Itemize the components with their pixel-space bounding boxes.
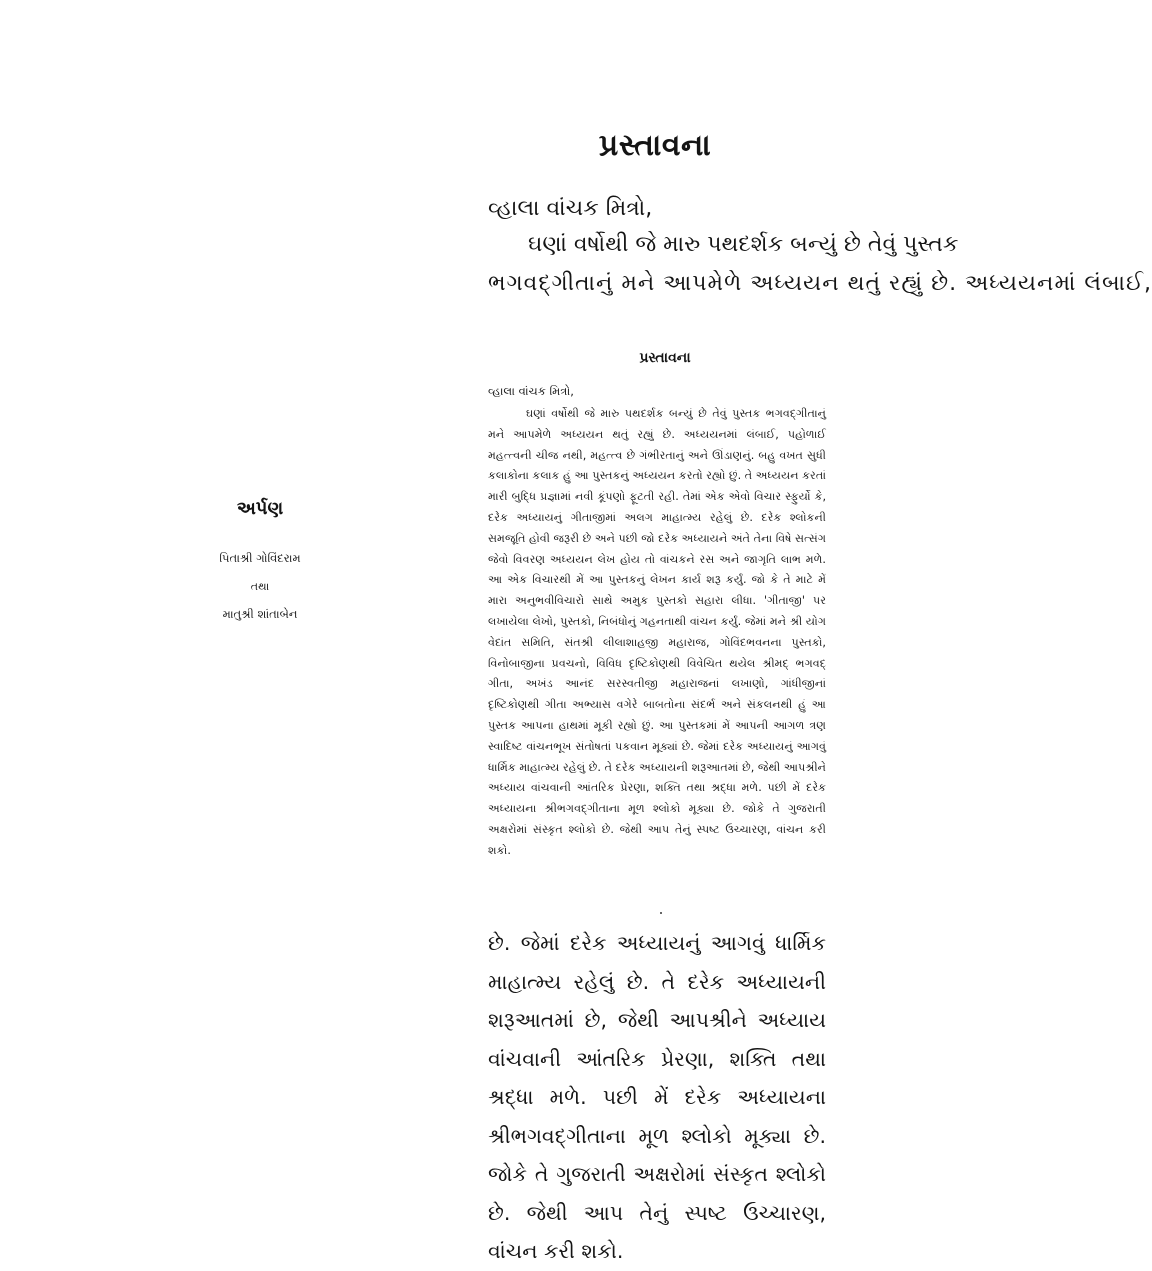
preface-title: પ્રસ્તાવના — [639, 350, 691, 366]
preface-body-text: ઘણાં વર્ષોથી જે મારુ પથદર્શક બન્યું છે તેવું પુસ્તક ભગવદ્ગીતાનું મને આપમેળે અધ્યયન થતું રહ્યું છે. અધ્યયનમાં લંબાઈ, પહોળાઈ મહત્ત્વની ચીજ નથી, મહત્ત્વ છે ગંભીરતાનું અને ઊંડાણનું. બહુ વખત સુધી કલાકોના કલાક હું આ પુસ્તકનું અધ્યયન કરતો રહ્યો છું. તે અધ્યયન કરતાં મારી બુદ્ધિ પ્રજ્ઞામાં નવી કૂંપણો ફૂટતી રહી. તેમાં એક એવો વિચાર સ્ફુર્યો કે, દરેક અધ્યાયનું ગીતાજીમાં અલગ માહાત્મ્ય રહેલું છે. દરેક શ્લોકની સમજૂતિ હોવી જરૂરી છે અને પછી જો દરેક અધ્યાયને અંતે તેના વિષે સત્સંગ જેવો વિવરણ અધ્યયન લેખ હોય તો વાંચકને રસ અને જાગૃતિ લાભ મળે. આ એક વિચારથી મેં આ પુસ્તકનું લેખન કાર્ય શરૂ કર્યું. જો કે તે માટે મેં મારા અનુભવીવિચારો સાથે અમુક પુસ્તકો સહારા લીધા. 'ગીતાજી' પર લખાયેલા લેખો, પુસ્તકો, નિબંધોનું ગહનતાથી વાંચન કર્યું. જેમાં મને શ્રી યોગ વેદાંત સમિતિ, સંતશ્રી લીલાશાહજી મહારાજ, ગોવિંદભવનના પુસ્તકો, વિનોબાજીના પ્રવચનો, વિવિધ દૃષ્ટિકોણથી વિવેચિત થયેલ શ્રીમદ્ ભગવદ્ ગીતા, અખંડ આનંદ સરસ્વતીજી મહારાજનાં લખાણો, ગાંધીજીનાં દૃષ્ટિકોણથી ગીતા અભ્યાસ વગેરે બાબતોના સંદર્ભ અને સંકલનથી હું આ પુસ્તક આપના હાથમાં મૂકી રહ્યો છું. આ પુસ્તકમાં મેં આપની આગળ ત્રણ સ્વાદિષ્ટ વાંચનભૂખ સંતોષતાં પકવાન મૂક્યાં છે. જેમાં દરેક અધ્યાયનું આગવું ધાર્મિક માહાત્મ્ય રહેલું છે. તે દરેક અધ્યાયની શરૂઆતમાં છે, જેથી આપશ્રીને અધ્યાય વાંચવાની આંતરિક પ્રેરણા, શક્તિ તથા શ્રદ્ધા મળે. પછી મેં દરેક અધ્યાયના શ્રીભગવદ્ગીતાના મૂળ શ્લોકો મૂક્યા છે. જોકે તે ગુજરાતી અક્ષરોમાં સંસ્કૃત શ્લોકો છે. જેથી આપ તેનું સ્પષ્ટ ઉચ્ચારણ, વાંચન કરી શકો. — [488, 407, 826, 857]
bottom-snippet-body: છે. જેમાં દરેક અધ્યાયનું આગવું ધાર્મિક માહાત્મ્ય રહેલું છે. તે દરેક અધ્યાયની શરૂઆતમાં છે, જેથી આપશ્રીને અધ્યાય વાંચવાની આંતરિક પ્રેરણા, શક્તિ તથા શ્રદ્ધા મળે. પછી મેં દરેક અધ્યાયના શ્રીભગવદ્ગીતાના મૂળ શ્લોકો મૂક્યા છે. જોકે તે ગુજરાતી અક્ષરોમાં સંસ્કૃત શ્લોકો છે. જેથી આપ તેનું સ્પષ્ટ ઉચ્ચારણ, વાંચન કરી શકો. — [488, 931, 826, 1263]
dedication-title: અર્પણ — [236, 498, 284, 519]
scan-speck — [660, 912, 662, 914]
top-snippet-title: પ્રસ્તાવના — [598, 128, 712, 163]
top-snippet-cut-line-clip — [488, 262, 1152, 296]
top-snippet-cut-line: ભગવદ્ગીતાનું મને આપમેળે અધ્યયન થતું રહ્યું છે. અધ્યયનમાં લંબાઈ, — [488, 271, 1152, 296]
preface-greeting: વ્હાલા વાંચક મિત્રો, — [488, 384, 574, 398]
top-snippet-greeting: વ્હાલા વાંચક મિત્રો, — [488, 196, 653, 221]
top-snippet-line: ઘણાં વર્ષોથી જે મારુ પથદર્શક બન્યું છે તેવું પુસ્તક — [528, 232, 959, 257]
dedication-line-father: પિતાશ્રી ગોવિંદરામ — [219, 551, 301, 565]
preface-body — [488, 404, 826, 862]
dedication-line-and: તથા — [250, 580, 270, 593]
dedication-line-mother: માતુશ્રી શાંતાબેન — [222, 607, 298, 621]
